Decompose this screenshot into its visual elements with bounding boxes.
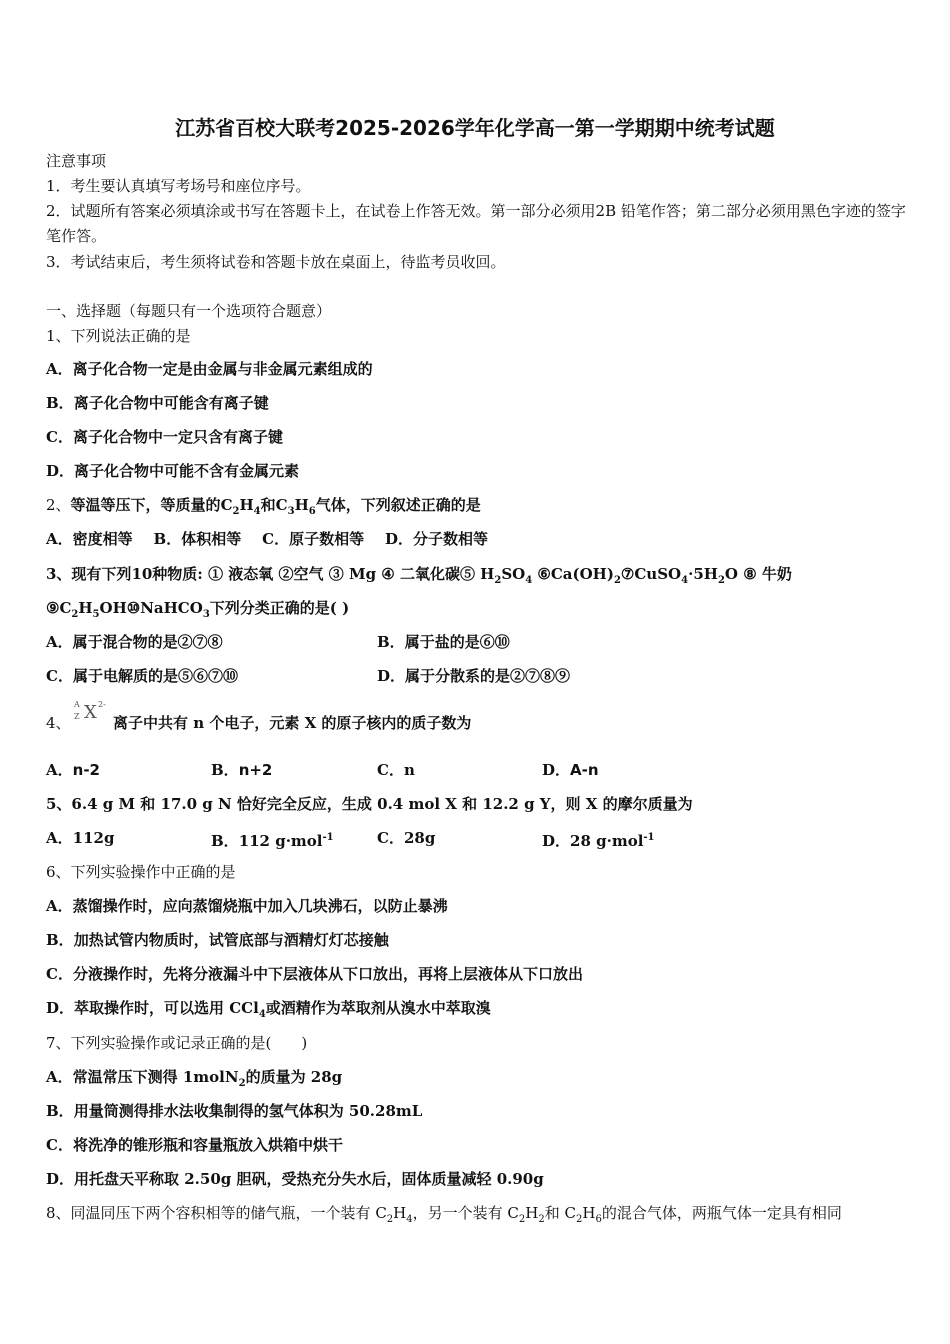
- option-text: 离子化合物中一定只含有离子键: [72, 428, 283, 446]
- q5-option-b[interactable]: B．112 g·mol$^{-1}$: [211, 832, 334, 850]
- q5-option-c[interactable]: C．28g: [377, 829, 436, 847]
- q2-options: [46, 529, 488, 549]
- q3-option-c[interactable]: C．属于电解质的是⑤⑥⑦⑩: [46, 667, 238, 685]
- q6-option-b[interactable]: B．加热试管内物质时，试管底部与酒精灯灯芯接触: [46, 931, 389, 949]
- notice-item-2: 2．试题所有答案必须填涂或书写在答题卡上，在试卷上作答无效。第一部分必须用2B 铅笔作答；第二部分必须用黑色字迹的签字笔作答。: [46, 202, 906, 245]
- notice-item-1: 1．考生要认真填写考场号和座位序号。: [46, 177, 311, 195]
- q4-stem: 离子中共有 n 个电子，元素 X 的原子核内的质子数为: [113, 714, 472, 732]
- q2-stem: 2、等温等压下，等质量的$C_2H_4$和$C_3H_6$气体，下列叙述正确的是: [46, 496, 481, 517]
- q7-stem: 7、下列实验操作或记录正确的是( ): [46, 1034, 308, 1052]
- q1-stem: 1、下列说法正确的是: [46, 327, 191, 345]
- q5-option-d[interactable]: D．28 g·mol$^{-1}$: [542, 832, 655, 850]
- q7-option-b[interactable]: B．用量筒测得排水法收集制得的氢气体积为 50.28mL: [46, 1102, 423, 1120]
- option-letter: C．: [46, 428, 73, 446]
- option-text: 离子化合物一定是由金属与非金属元素组成的: [72, 360, 373, 378]
- option-letter: B．: [46, 394, 74, 412]
- q4-option-c[interactable]: C．n: [377, 761, 415, 779]
- q2-option-c[interactable]: C．原子数相等: [262, 530, 365, 548]
- option-text: 离子化合物中可能不含有金属元素: [74, 462, 300, 480]
- q3-stem-line1: 3、现有下列10种物质: ① 液态氧 ②空气 ③ Mg ④ 二氧化碳⑤ $H_2SO_4$ $⑥Ca(OH)_2⑦CuSO_4\cdot 5H_2O$ ⑧ 牛奶: [46, 565, 792, 586]
- option-letter: D．: [46, 462, 75, 480]
- q3-stem-line2: $⑨C_2H_5OH⑩NaHCO_3$下列分类正确的是( ): [46, 599, 350, 620]
- q4-number: 4、: [46, 714, 71, 732]
- q6-stem: 6、下列实验操作中正确的是: [46, 863, 236, 881]
- q3-option-a[interactable]: A．属于混合物的是②⑦⑧: [46, 633, 223, 651]
- q6-option-c[interactable]: C．分液操作时，先将分液漏斗中下层液体从下口放出，再将上层液体从下口放出: [46, 965, 583, 983]
- q1-option-b[interactable]: [46, 393, 269, 413]
- isotope-symbol: A Z X 2-: [74, 700, 106, 723]
- option-letter: A．: [46, 360, 73, 378]
- exam-title: 江苏省百校大联考2025-2026学年化学高一第一学期期中统考试题: [175, 116, 775, 140]
- q4-option-b[interactable]: B．n+2: [211, 761, 273, 779]
- q7-option-a[interactable]: A．常温常压下测得 1molN$_2$的质量为 28g: [46, 1068, 343, 1089]
- option-text: 离子化合物中可能含有离子键: [73, 394, 269, 412]
- q2-option-d[interactable]: D．分子数相等: [385, 530, 489, 548]
- q7-option-d[interactable]: D．用托盘天平称取 2.50g 胆矾，受热充分失水后，固体质量减轻 0.90g: [46, 1170, 544, 1188]
- q1-option-c[interactable]: [46, 427, 283, 447]
- q2-option-b[interactable]: B．体积相等: [153, 530, 242, 548]
- q8-stem: 8、同温同压下两个容积相等的储气瓶，一个装有 $C_2H_4$，另一个装有 $C_2H_2$和 $C_2H_6$的混合气体，两瓶气体一定具有相同: [46, 1204, 842, 1225]
- q7-option-c[interactable]: C．将洗净的锥形瓶和容量瓶放入烘箱中烘干: [46, 1136, 343, 1154]
- q3-option-d[interactable]: D．属于分散系的是②⑦⑧⑨: [377, 667, 571, 685]
- q4-option-a[interactable]: A．n-2: [46, 761, 100, 779]
- q6-option-a[interactable]: A．蒸馏操作时，应向蒸馏烧瓶中加入几块沸石，以防止暴沸: [46, 897, 448, 915]
- q5-option-a[interactable]: A．112g: [46, 829, 115, 847]
- q4-option-d[interactable]: D．A-n: [542, 761, 599, 779]
- q3-option-b[interactable]: B．属于盐的是⑥⑩: [377, 633, 510, 651]
- q6-option-d[interactable]: D．萃取操作时，可以选用 CCl$_4$或酒精作为萃取剂从溴水中萃取溴: [46, 999, 491, 1020]
- q1-option-a[interactable]: [46, 359, 373, 379]
- q1-option-d[interactable]: [46, 461, 299, 481]
- notice-item-3: 3．考试结束后，考生须将试卷和答题卡放在桌面上，待监考员收回。: [46, 253, 506, 271]
- section-heading: 一、选择题（每题只有一个选项符合题意）: [46, 302, 332, 320]
- q5-stem: 5、6.4 g M 和 17.0 g N 恰好完全反应，生成 0.4 mol X 和 12.2 g Y，则 X 的摩尔质量为: [46, 795, 693, 813]
- q2-option-a[interactable]: A．密度相等: [46, 530, 133, 548]
- notice-heading: 注意事项: [46, 152, 107, 170]
